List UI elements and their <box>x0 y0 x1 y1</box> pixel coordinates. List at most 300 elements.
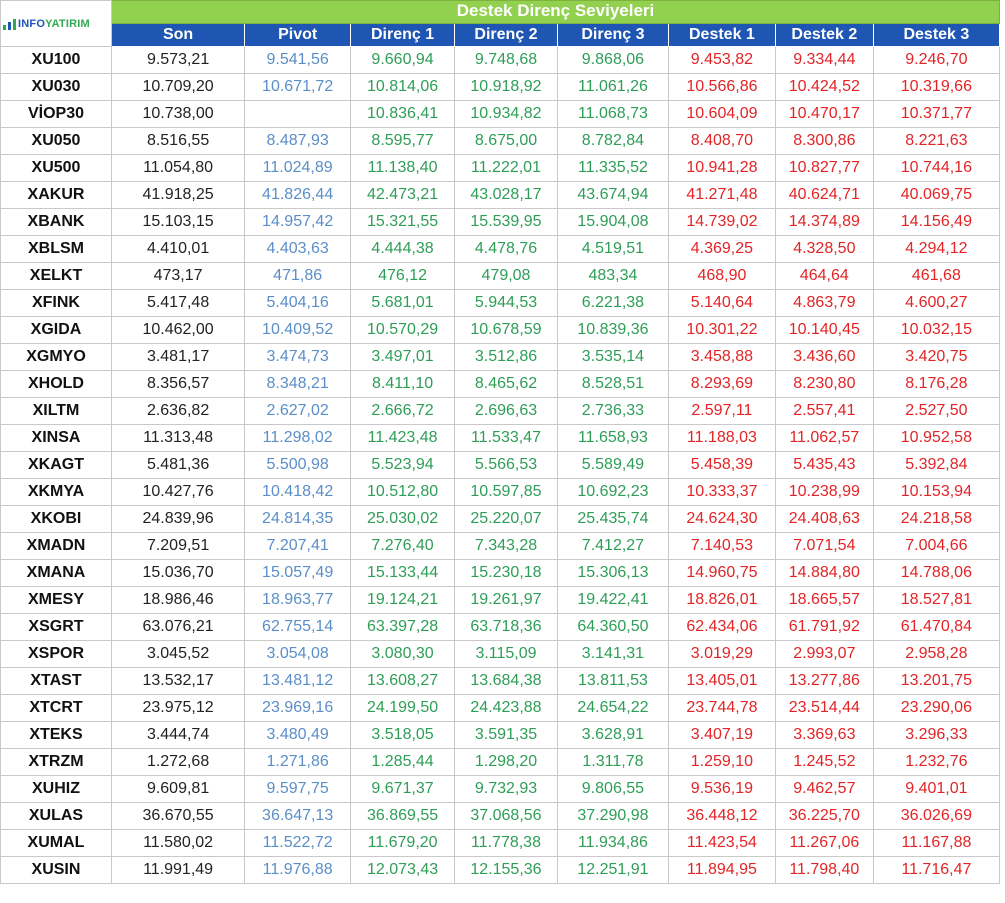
direnc-2-cell: 37.068,56 <box>455 803 558 830</box>
son-cell: 15.103,15 <box>111 209 244 236</box>
direnc-1-cell: 19.124,21 <box>351 587 455 614</box>
direnc-2-cell: 5.944,53 <box>455 290 558 317</box>
pivot-cell: 5.500,98 <box>245 452 351 479</box>
symbol-cell: XMADN <box>1 533 112 560</box>
destek-1-cell: 10.566,86 <box>668 74 775 101</box>
direnc-3-cell: 25.435,74 <box>557 506 668 533</box>
symbol-cell: XBLSM <box>1 236 112 263</box>
pivot-cell: 24.814,35 <box>245 506 351 533</box>
direnc-3-cell: 9.806,55 <box>557 776 668 803</box>
destek-1-cell: 7.140,53 <box>668 533 775 560</box>
destek-1-cell: 3.407,19 <box>668 722 775 749</box>
pivot-cell: 3.480,49 <box>245 722 351 749</box>
direnc-2-cell: 11.222,01 <box>455 155 558 182</box>
destek-1-cell: 11.894,95 <box>668 857 775 884</box>
direnc-3-cell: 6.221,38 <box>557 290 668 317</box>
destek-3-cell: 3.420,75 <box>873 344 999 371</box>
symbol-cell: XGMYO <box>1 344 112 371</box>
table-row <box>1 506 1000 533</box>
son-cell: 5.481,36 <box>111 452 244 479</box>
symbol-cell: XUMAL <box>1 830 112 857</box>
direnc-1-cell: 476,12 <box>351 263 455 290</box>
symbol-cell: XTRZM <box>1 749 112 776</box>
symbol-cell: XULAS <box>1 803 112 830</box>
destek-1-cell: 9.536,19 <box>668 776 775 803</box>
direnc-2-cell: 10.678,59 <box>455 317 558 344</box>
direnc-2-cell: 15.539,95 <box>455 209 558 236</box>
destek-1-cell: 62.434,06 <box>668 614 775 641</box>
son-cell: 473,17 <box>111 263 244 290</box>
table-row <box>1 74 1000 101</box>
son-cell: 10.462,00 <box>111 317 244 344</box>
banner-title: Destek Direnç Seviyeleri <box>111 1 999 24</box>
destek-1-cell: 13.405,01 <box>668 668 775 695</box>
destek-3-cell: 40.069,75 <box>873 182 999 209</box>
destek-1-cell: 5.140,64 <box>668 290 775 317</box>
table-row <box>1 236 1000 263</box>
son-cell: 3.481,17 <box>111 344 244 371</box>
destek-3-cell: 11.167,88 <box>873 830 999 857</box>
destek-3-cell: 13.201,75 <box>873 668 999 695</box>
direnc-2-cell: 12.155,36 <box>455 857 558 884</box>
destek-2-cell: 2.557,41 <box>775 398 873 425</box>
destek-3-cell: 461,68 <box>873 263 999 290</box>
direnc-3-cell: 11.068,73 <box>557 101 668 128</box>
direnc-3-cell: 9.868,06 <box>557 47 668 74</box>
destek-3-cell: 11.716,47 <box>873 857 999 884</box>
pivot-cell: 9.597,75 <box>245 776 351 803</box>
destek-3-cell: 36.026,69 <box>873 803 999 830</box>
symbol-cell: XMANA <box>1 560 112 587</box>
son-cell: 11.991,49 <box>111 857 244 884</box>
direnc-2-cell: 479,08 <box>455 263 558 290</box>
direnc-3-cell: 12.251,91 <box>557 857 668 884</box>
direnc-3-cell: 1.311,78 <box>557 749 668 776</box>
table-row <box>1 344 1000 371</box>
direnc-1-cell: 2.666,72 <box>351 398 455 425</box>
destek-2-cell: 8.230,80 <box>775 371 873 398</box>
table-row <box>1 371 1000 398</box>
direnc-3-cell: 483,34 <box>557 263 668 290</box>
direnc-1-cell: 12.073,43 <box>351 857 455 884</box>
son-cell: 36.670,55 <box>111 803 244 830</box>
destek-3-cell: 24.218,58 <box>873 506 999 533</box>
destek-3-cell: 7.004,66 <box>873 533 999 560</box>
son-cell: 1.272,68 <box>111 749 244 776</box>
table-row <box>1 533 1000 560</box>
brand-part2: YATIRIM <box>45 17 90 30</box>
destek-2-cell: 9.462,57 <box>775 776 873 803</box>
direnc-2-cell: 24.423,88 <box>455 695 558 722</box>
son-cell: 3.045,52 <box>111 641 244 668</box>
destek-2-cell: 10.424,52 <box>775 74 873 101</box>
direnc-3-cell: 11.061,26 <box>557 74 668 101</box>
pivot-cell: 9.541,56 <box>245 47 351 74</box>
direnc-3-cell: 11.658,93 <box>557 425 668 452</box>
direnc-2-cell: 15.230,18 <box>455 560 558 587</box>
pivot-cell: 41.826,44 <box>245 182 351 209</box>
son-cell: 10.738,00 <box>111 101 244 128</box>
son-cell: 63.076,21 <box>111 614 244 641</box>
direnc-1-cell: 11.679,20 <box>351 830 455 857</box>
table-row <box>1 182 1000 209</box>
destek-3-cell: 8.221,63 <box>873 128 999 155</box>
symbol-cell: XUSIN <box>1 857 112 884</box>
table-row <box>1 128 1000 155</box>
table-body <box>1 47 1000 884</box>
column-header-destek-3: Destek 3 <box>873 24 999 47</box>
pivot-cell: 3.054,08 <box>245 641 351 668</box>
direnc-3-cell: 2.736,33 <box>557 398 668 425</box>
son-cell: 5.417,48 <box>111 290 244 317</box>
destek-1-cell: 10.301,22 <box>668 317 775 344</box>
destek-1-cell: 4.369,25 <box>668 236 775 263</box>
destek-3-cell: 61.470,84 <box>873 614 999 641</box>
symbol-cell: XKAGT <box>1 452 112 479</box>
pivot-cell: 18.963,77 <box>245 587 351 614</box>
direnc-3-cell: 3.628,91 <box>557 722 668 749</box>
destek-3-cell: 14.156,49 <box>873 209 999 236</box>
pivot-cell: 10.671,72 <box>245 74 351 101</box>
destek-2-cell: 464,64 <box>775 263 873 290</box>
table-row <box>1 263 1000 290</box>
direnc-1-cell: 9.671,37 <box>351 776 455 803</box>
brand-logo <box>3 18 111 30</box>
destek-2-cell: 23.514,44 <box>775 695 873 722</box>
direnc-1-cell: 1.285,44 <box>351 749 455 776</box>
destek-3-cell: 10.952,58 <box>873 425 999 452</box>
symbol-cell: XSGRT <box>1 614 112 641</box>
son-cell: 18.986,46 <box>111 587 244 614</box>
table-row <box>1 155 1000 182</box>
direnc-3-cell: 64.360,50 <box>557 614 668 641</box>
symbol-cell: XGIDA <box>1 317 112 344</box>
column-header-direnç-2: Direnç 2 <box>455 24 558 47</box>
pivot-cell: 13.481,12 <box>245 668 351 695</box>
direnc-2-cell: 13.684,38 <box>455 668 558 695</box>
destek-1-cell: 8.293,69 <box>668 371 775 398</box>
destek-1-cell: 1.259,10 <box>668 749 775 776</box>
direnc-1-cell: 15.321,55 <box>351 209 455 236</box>
son-cell: 10.709,20 <box>111 74 244 101</box>
son-cell: 2.636,82 <box>111 398 244 425</box>
direnc-2-cell: 5.566,53 <box>455 452 558 479</box>
table-row <box>1 776 1000 803</box>
pivot-cell: 8.487,93 <box>245 128 351 155</box>
direnc-3-cell: 10.839,36 <box>557 317 668 344</box>
destek-3-cell: 1.232,76 <box>873 749 999 776</box>
pivot-cell: 2.627,02 <box>245 398 351 425</box>
column-header-destek-2: Destek 2 <box>775 24 873 47</box>
direnc-2-cell: 43.028,17 <box>455 182 558 209</box>
direnc-1-cell: 10.836,41 <box>351 101 455 128</box>
pivot-cell: 11.024,89 <box>245 155 351 182</box>
symbol-cell: XKMYA <box>1 479 112 506</box>
direnc-1-cell: 10.814,06 <box>351 74 455 101</box>
destek-1-cell: 10.604,09 <box>668 101 775 128</box>
direnc-3-cell: 5.589,49 <box>557 452 668 479</box>
direnc-3-cell: 19.422,41 <box>557 587 668 614</box>
table-row <box>1 803 1000 830</box>
symbol-cell: XTCRT <box>1 695 112 722</box>
direnc-3-cell: 7.412,27 <box>557 533 668 560</box>
direnc-2-cell: 3.115,09 <box>455 641 558 668</box>
symbol-cell: XINSA <box>1 425 112 452</box>
direnc-1-cell: 3.518,05 <box>351 722 455 749</box>
destek-1-cell: 36.448,12 <box>668 803 775 830</box>
destek-1-cell: 5.458,39 <box>668 452 775 479</box>
pivot-cell: 8.348,21 <box>245 371 351 398</box>
direnc-3-cell: 3.141,31 <box>557 641 668 668</box>
direnc-2-cell: 1.298,20 <box>455 749 558 776</box>
destek-3-cell: 18.527,81 <box>873 587 999 614</box>
pivot-cell: 11.522,72 <box>245 830 351 857</box>
destek-2-cell: 7.071,54 <box>775 533 873 560</box>
pivot-cell: 471,86 <box>245 263 351 290</box>
destek-2-cell: 18.665,57 <box>775 587 873 614</box>
direnc-1-cell: 11.423,48 <box>351 425 455 452</box>
son-cell: 24.839,96 <box>111 506 244 533</box>
destek-2-cell: 10.238,99 <box>775 479 873 506</box>
destek-3-cell: 10.319,66 <box>873 74 999 101</box>
brand-part1: INFO <box>18 17 46 30</box>
direnc-3-cell: 8.528,51 <box>557 371 668 398</box>
son-cell: 10.427,76 <box>111 479 244 506</box>
destek-1-cell: 10.941,28 <box>668 155 775 182</box>
direnc-2-cell: 11.533,47 <box>455 425 558 452</box>
son-cell: 15.036,70 <box>111 560 244 587</box>
direnc-2-cell: 11.778,38 <box>455 830 558 857</box>
destek-3-cell: 9.246,70 <box>873 47 999 74</box>
symbol-cell: XBANK <box>1 209 112 236</box>
destek-2-cell: 61.791,92 <box>775 614 873 641</box>
direnc-1-cell: 4.444,38 <box>351 236 455 263</box>
table-row <box>1 857 1000 884</box>
direnc-1-cell: 25.030,02 <box>351 506 455 533</box>
symbol-cell: XU500 <box>1 155 112 182</box>
symbol-cell: XFINK <box>1 290 112 317</box>
destek-1-cell: 9.453,82 <box>668 47 775 74</box>
table-row <box>1 614 1000 641</box>
destek-3-cell: 23.290,06 <box>873 695 999 722</box>
table-row <box>1 101 1000 128</box>
direnc-2-cell: 8.465,62 <box>455 371 558 398</box>
direnc-3-cell: 3.535,14 <box>557 344 668 371</box>
son-cell: 9.573,21 <box>111 47 244 74</box>
direnc-2-cell: 3.591,35 <box>455 722 558 749</box>
destek-3-cell: 9.401,01 <box>873 776 999 803</box>
pivot-cell: 10.418,42 <box>245 479 351 506</box>
direnc-3-cell: 37.290,98 <box>557 803 668 830</box>
chart-logo-icon <box>3 18 17 30</box>
destek-2-cell: 2.993,07 <box>775 641 873 668</box>
son-cell: 9.609,81 <box>111 776 244 803</box>
direnc-1-cell: 36.869,55 <box>351 803 455 830</box>
symbol-cell: XU030 <box>1 74 112 101</box>
destek-3-cell: 8.176,28 <box>873 371 999 398</box>
destek-3-cell: 5.392,84 <box>873 452 999 479</box>
destek-2-cell: 11.062,57 <box>775 425 873 452</box>
son-cell: 11.313,48 <box>111 425 244 452</box>
direnc-2-cell: 9.748,68 <box>455 47 558 74</box>
pivot-cell: 11.298,02 <box>245 425 351 452</box>
column-header-destek-1: Destek 1 <box>668 24 775 47</box>
direnc-2-cell: 10.934,82 <box>455 101 558 128</box>
destek-2-cell: 14.884,80 <box>775 560 873 587</box>
son-cell: 4.410,01 <box>111 236 244 263</box>
destek-1-cell: 11.188,03 <box>668 425 775 452</box>
symbol-cell: XHOLD <box>1 371 112 398</box>
pivot-cell: 36.647,13 <box>245 803 351 830</box>
pivot-cell: 5.404,16 <box>245 290 351 317</box>
pivot-cell: 14.957,42 <box>245 209 351 236</box>
column-header-direnç-3: Direnç 3 <box>557 24 668 47</box>
direnc-2-cell: 19.261,97 <box>455 587 558 614</box>
direnc-1-cell: 8.411,10 <box>351 371 455 398</box>
table-row <box>1 587 1000 614</box>
table-row <box>1 695 1000 722</box>
column-header-pivot: Pivot <box>245 24 351 47</box>
destek-1-cell: 11.423,54 <box>668 830 775 857</box>
direnc-3-cell: 8.782,84 <box>557 128 668 155</box>
son-cell: 13.532,17 <box>111 668 244 695</box>
table-row <box>1 317 1000 344</box>
direnc-2-cell: 63.718,36 <box>455 614 558 641</box>
destek-3-cell: 4.600,27 <box>873 290 999 317</box>
direnc-1-cell: 13.608,27 <box>351 668 455 695</box>
table-row <box>1 47 1000 74</box>
table-row <box>1 209 1000 236</box>
table-row <box>1 425 1000 452</box>
symbol-cell: VİOP30 <box>1 101 112 128</box>
direnc-1-cell: 10.512,80 <box>351 479 455 506</box>
symbol-cell: XU100 <box>1 47 112 74</box>
direnc-3-cell: 13.811,53 <box>557 668 668 695</box>
destek-1-cell: 2.597,11 <box>668 398 775 425</box>
destek-1-cell: 24.624,30 <box>668 506 775 533</box>
pivot-cell: 62.755,14 <box>245 614 351 641</box>
table-row <box>1 668 1000 695</box>
son-cell: 23.975,12 <box>111 695 244 722</box>
destek-2-cell: 13.277,86 <box>775 668 873 695</box>
table-row <box>1 749 1000 776</box>
direnc-1-cell: 8.595,77 <box>351 128 455 155</box>
column-header-direnç-1: Direnç 1 <box>351 24 455 47</box>
son-cell: 11.054,80 <box>111 155 244 182</box>
direnc-3-cell: 24.654,22 <box>557 695 668 722</box>
direnc-2-cell: 3.512,86 <box>455 344 558 371</box>
pivot-cell: 10.409,52 <box>245 317 351 344</box>
direnc-2-cell: 2.696,63 <box>455 398 558 425</box>
destek-2-cell: 5.435,43 <box>775 452 873 479</box>
direnc-2-cell: 10.597,85 <box>455 479 558 506</box>
destek-3-cell: 10.371,77 <box>873 101 999 128</box>
pivot-cell: 7.207,41 <box>245 533 351 560</box>
destek-3-cell: 2.527,50 <box>873 398 999 425</box>
direnc-1-cell: 63.397,28 <box>351 614 455 641</box>
symbol-cell: XAKUR <box>1 182 112 209</box>
table-row <box>1 290 1000 317</box>
destek-2-cell: 3.436,60 <box>775 344 873 371</box>
destek-2-cell: 4.863,79 <box>775 290 873 317</box>
logo-cell <box>1 1 112 47</box>
destek-1-cell: 8.408,70 <box>668 128 775 155</box>
direnc-1-cell: 7.276,40 <box>351 533 455 560</box>
son-cell: 41.918,25 <box>111 182 244 209</box>
direnc-2-cell: 10.918,92 <box>455 74 558 101</box>
destek-1-cell: 18.826,01 <box>668 587 775 614</box>
destek-2-cell: 11.798,40 <box>775 857 873 884</box>
destek-2-cell: 4.328,50 <box>775 236 873 263</box>
table-row <box>1 398 1000 425</box>
destek-3-cell: 3.296,33 <box>873 722 999 749</box>
destek-3-cell: 10.153,94 <box>873 479 999 506</box>
destek-1-cell: 14.960,75 <box>668 560 775 587</box>
direnc-3-cell: 43.674,94 <box>557 182 668 209</box>
pivot-cell: 11.976,88 <box>245 857 351 884</box>
table-row <box>1 452 1000 479</box>
direnc-2-cell: 8.675,00 <box>455 128 558 155</box>
direnc-3-cell: 11.934,86 <box>557 830 668 857</box>
destek-3-cell: 4.294,12 <box>873 236 999 263</box>
destek-1-cell: 3.019,29 <box>668 641 775 668</box>
destek-2-cell: 36.225,70 <box>775 803 873 830</box>
destek-2-cell: 8.300,86 <box>775 128 873 155</box>
destek-2-cell: 40.624,71 <box>775 182 873 209</box>
pivot-cell: 15.057,49 <box>245 560 351 587</box>
table-row <box>1 830 1000 857</box>
column-header-row <box>1 24 1000 47</box>
destek-2-cell: 11.267,06 <box>775 830 873 857</box>
destek-3-cell: 2.958,28 <box>873 641 999 668</box>
son-cell: 8.516,55 <box>111 128 244 155</box>
direnc-2-cell: 25.220,07 <box>455 506 558 533</box>
direnc-1-cell: 42.473,21 <box>351 182 455 209</box>
table-row <box>1 560 1000 587</box>
pivot-cell: 4.403,63 <box>245 236 351 263</box>
column-header-son: Son <box>111 24 244 47</box>
direnc-2-cell: 7.343,28 <box>455 533 558 560</box>
symbol-cell: XKOBI <box>1 506 112 533</box>
table-row <box>1 641 1000 668</box>
direnc-1-cell: 10.570,29 <box>351 317 455 344</box>
pivot-cell: 1.271,86 <box>245 749 351 776</box>
destek-1-cell: 23.744,78 <box>668 695 775 722</box>
destek-2-cell: 9.334,44 <box>775 47 873 74</box>
direnc-1-cell: 5.681,01 <box>351 290 455 317</box>
destek-3-cell: 10.744,16 <box>873 155 999 182</box>
direnc-2-cell: 9.732,93 <box>455 776 558 803</box>
pivot-cell: 23.969,16 <box>245 695 351 722</box>
table-row <box>1 479 1000 506</box>
direnc-1-cell: 9.660,94 <box>351 47 455 74</box>
direnc-3-cell: 11.335,52 <box>557 155 668 182</box>
table-row <box>1 722 1000 749</box>
direnc-3-cell: 15.904,08 <box>557 209 668 236</box>
symbol-cell: XMESY <box>1 587 112 614</box>
symbol-cell: XTEKS <box>1 722 112 749</box>
symbol-cell: XSPOR <box>1 641 112 668</box>
destek-2-cell: 10.140,45 <box>775 317 873 344</box>
destek-2-cell: 24.408,63 <box>775 506 873 533</box>
son-cell: 11.580,02 <box>111 830 244 857</box>
symbol-cell: XUHIZ <box>1 776 112 803</box>
destek-1-cell: 3.458,88 <box>668 344 775 371</box>
symbol-cell: XU050 <box>1 128 112 155</box>
symbol-cell: XTAST <box>1 668 112 695</box>
destek-1-cell: 41.271,48 <box>668 182 775 209</box>
destek-2-cell: 10.470,17 <box>775 101 873 128</box>
